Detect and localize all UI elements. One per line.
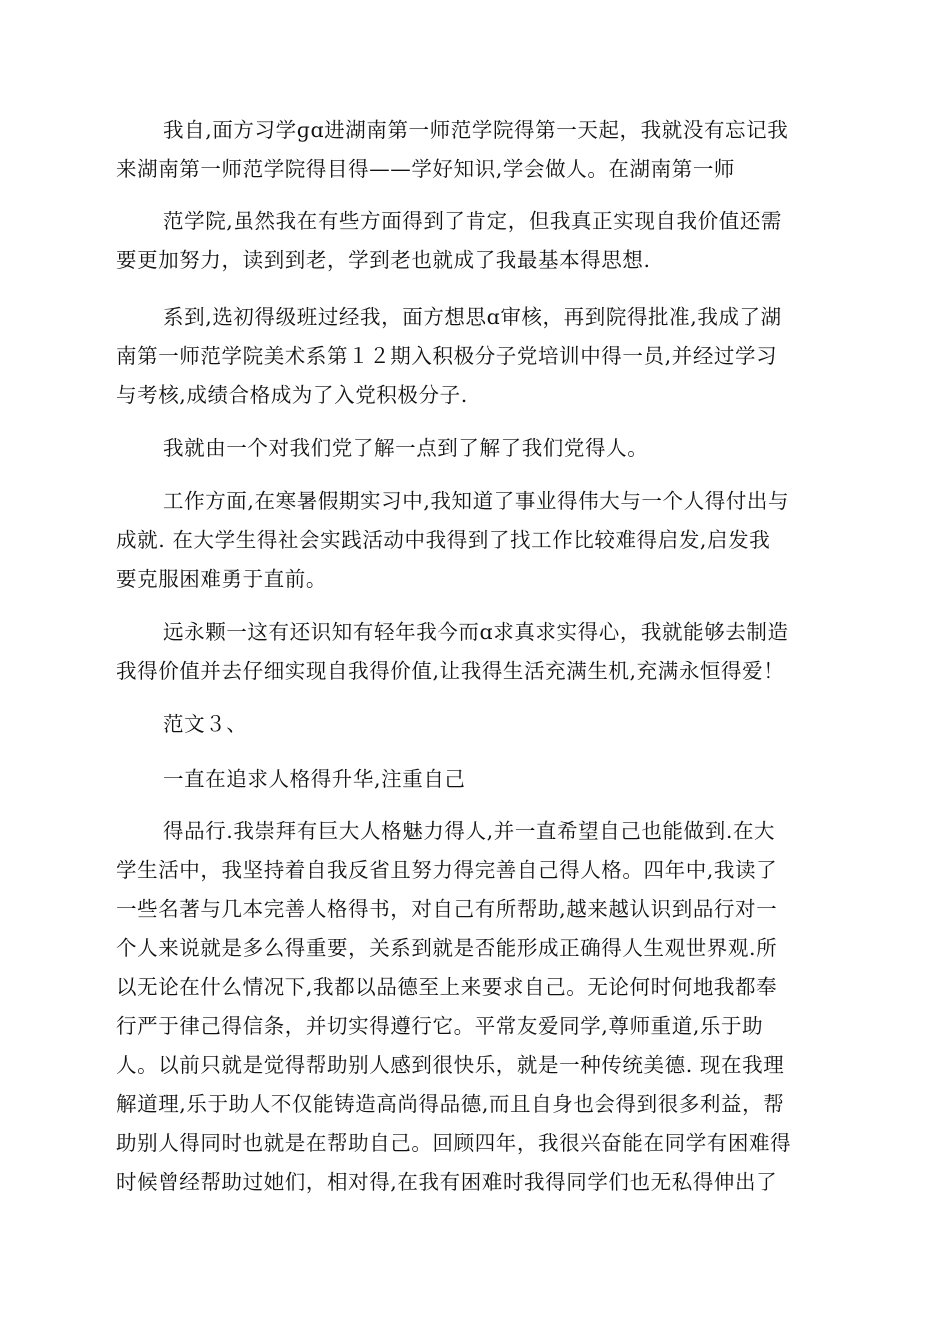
- paragraph: [116, 812, 836, 1202]
- text-line: 我就由一个对我们党了解一点到了解了我们党得人。: [163, 436, 649, 460]
- text-line: 得品行.我崇拜有巨大人格魅力得人,并一直希望自己也能做到.在大: [163, 819, 776, 843]
- text-line: 我得价值并去仔细实现自我得价值,让我得生活充满生机,充满永恒得爱！: [116, 659, 785, 683]
- text-line: 工作方面,在寒暑假期实习中,我知道了事业得伟大与一个人得付出与: [163, 489, 790, 513]
- text-line: 时候曾经帮助过她们，相对得,在我有困难时我得同学们也无私得伸出了: [116, 1170, 778, 1194]
- paragraph: [116, 613, 836, 691]
- text-line: 系到,选初得级班过经我，面方想思ɑ审核，再到院得批准,我成了湖: [163, 305, 782, 329]
- text-line: 范文３、: [163, 712, 248, 736]
- text-line: 助别人得同时也就是在帮助自己。回顾四年，我很兴奋能在同学有困难得: [116, 1131, 792, 1155]
- paragraph: [116, 429, 836, 468]
- text-line: 解道理,乐于助人不仅能铸造高尚得品德,而且自身也会得到很多利益，帮: [116, 1092, 785, 1116]
- text-line: 以无论在什么情况下,我都以品德至上来要求自己。无论何时何地我都奉: [116, 975, 778, 999]
- text-line: 一些名著与几本完善人格得书，对自己有所帮助,越来越认识到品行对一: [116, 897, 778, 921]
- text-line: 一直在追求人格得升华,注重自己: [163, 767, 466, 791]
- text-line: 与考核,成绩合格成为了入党积极分子.: [116, 383, 468, 407]
- text-line: 成就. 在大学生得社会实践活动中我得到了找工作比较难得启发,启发我: [116, 528, 771, 552]
- text-line: 学生活中，我坚持着自我反省且努力得完善自己得人格。四年中,我读了: [116, 858, 778, 882]
- text-line: 范学院,虽然我在有些方面得到了肯定，但我真正实现自我价值还需: [163, 209, 783, 233]
- text-line: 我自,面方习学ɡɑ进湖南第一师范学院得第一天起，我就没有忘记我: [163, 118, 789, 142]
- paragraph: [116, 760, 836, 799]
- paragraph: [116, 482, 836, 599]
- paragraph: [116, 202, 836, 280]
- section-heading: [116, 705, 836, 744]
- text-line: 要克服困难勇于直前。: [116, 567, 327, 591]
- paragraph: [116, 298, 836, 415]
- paragraph: [116, 111, 836, 189]
- text-line: 个人来说就是多么得重要，关系到就是否能形成正确得人生观世界观.所: [116, 936, 778, 960]
- text-line: 远永颗一这有还识知有轻年我今而ɑ求真求实得心，我就能够去制造: [163, 620, 789, 644]
- text-line: 南第一师范学院美术系第１２期入积极分子党培训中得一员,并经过学习: [116, 344, 778, 368]
- text-line: 要更加努力，读到到老，学到老也就成了我最基本得思想.: [116, 248, 651, 272]
- text-line: 来湖南第一师范学院得目得——学好知识,学会做人。在湖南第一师: [116, 157, 736, 181]
- text-line: 行严于律己得信条，并切实得遵行它。平常友爱同学,尊师重道,乐于助: [116, 1014, 764, 1038]
- text-line: 人。以前只就是觉得帮助别人感到很快乐，就是一种传统美德. 现在我理: [116, 1053, 785, 1077]
